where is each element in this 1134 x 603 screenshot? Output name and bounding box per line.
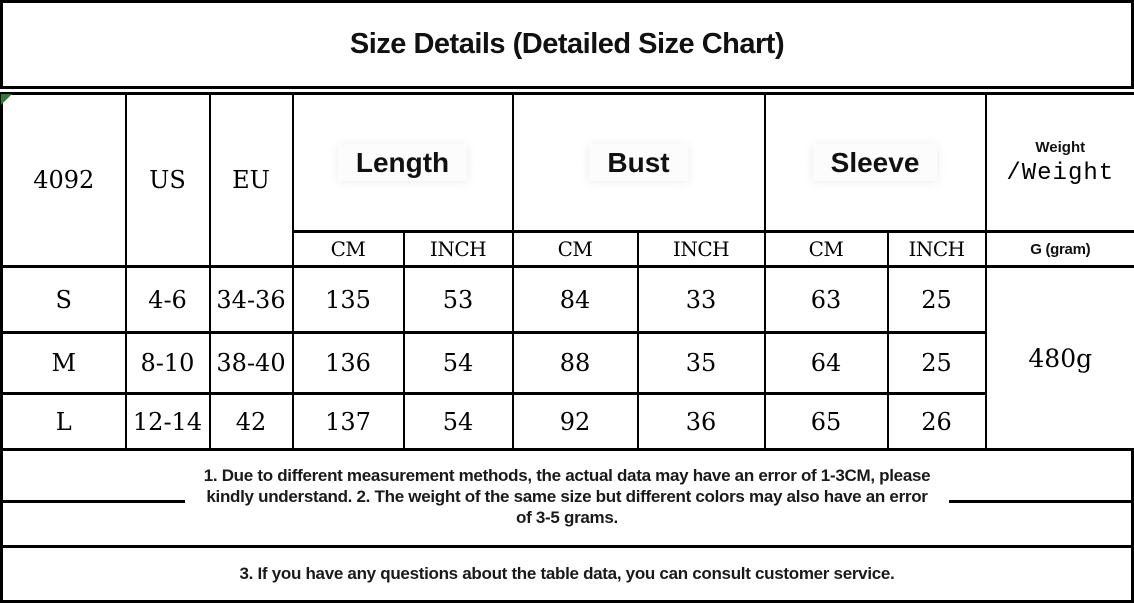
bust-inch-cell: 33: [638, 267, 765, 333]
size-row-m: [2, 333, 1134, 394]
page-title: Size Details (Detailed Size Chart): [349, 28, 785, 60]
sleeve-cm-cell: 64: [765, 333, 888, 394]
length-inch-cell: 54: [404, 333, 513, 394]
bust-cm-unit-cell: CM: [513, 232, 638, 267]
bust-cm-cell: 88: [513, 333, 638, 394]
size-table: [0, 92, 1134, 451]
length-inch-cell: 54: [404, 394, 513, 450]
weight-value-cell: 480g: [986, 267, 1134, 450]
us-value-cell: 8-10: [126, 333, 210, 394]
weight-label-primary: Weight: [1035, 138, 1086, 156]
header-row: [2, 94, 1134, 232]
bust-header-cell: [513, 94, 765, 232]
bust-inch-unit-cell: INCH: [638, 232, 765, 267]
sleeve-header-label: Sleeve: [813, 144, 938, 181]
us-value-cell: 12-14: [126, 394, 210, 450]
length-inch-unit-cell: INCH: [404, 232, 513, 267]
size-table-wrap: [0, 92, 1134, 451]
notes-block-1-2: [0, 448, 1134, 548]
eu-value-cell: 42: [210, 394, 293, 450]
green-corner-marker-icon: [1, 94, 12, 105]
size-row-s: [2, 267, 1134, 333]
length-cm-unit-cell: CM: [293, 232, 404, 267]
length-cm-cell: 135: [293, 267, 404, 333]
note-line: kindly understand. 2. The weight of the same size but different colors may also have an error: [206, 487, 928, 506]
note-line: 1. Due to different measurement methods, the actual data may have an error of 1-3CM, please: [203, 466, 931, 485]
size-row-l: [2, 394, 1134, 450]
length-header-label: Length: [338, 144, 467, 181]
gram-unit-cell: G (gram): [986, 232, 1134, 267]
eu-value-cell: 34-36: [210, 267, 293, 333]
size-cell: M: [2, 333, 126, 394]
sleeve-header-cell: [765, 94, 986, 232]
bust-inch-cell: 36: [638, 394, 765, 450]
sleeve-inch-cell: 25: [888, 267, 986, 333]
sleeve-inch-cell: 26: [888, 394, 986, 450]
note-text-3: 3. If you have any questions about the table data, you can consult customer service.: [239, 564, 895, 583]
bust-cm-cell: 92: [513, 394, 638, 450]
us-header-cell: US: [126, 94, 210, 267]
notes-block-3: [0, 545, 1134, 603]
title-box: [0, 0, 1134, 89]
length-header-cell: [293, 94, 513, 232]
sleeve-cm-cell: 65: [765, 394, 888, 450]
bust-cm-cell: 84: [513, 267, 638, 333]
sleeve-inch-unit-cell: INCH: [888, 232, 986, 267]
note-line: of 3-5 grams.: [516, 508, 618, 527]
size-cell: L: [2, 394, 126, 450]
length-cm-cell: 136: [293, 333, 404, 394]
sleeve-inch-cell: 25: [888, 333, 986, 394]
sleeve-cm-unit-cell: CM: [765, 232, 888, 267]
length-inch-cell: 53: [404, 267, 513, 333]
length-cm-cell: 137: [293, 394, 404, 450]
weight-header-cell: [986, 94, 1134, 232]
note-text-1-2: [185, 451, 949, 528]
bust-header-label: Bust: [589, 144, 687, 181]
weight-label-secondary: /Weight: [1006, 159, 1115, 187]
product-code-cell: 4092: [2, 94, 126, 267]
eu-header-cell: EU: [210, 94, 293, 267]
bust-inch-cell: 35: [638, 333, 765, 394]
size-cell: S: [2, 267, 126, 333]
us-value-cell: 4-6: [126, 267, 210, 333]
eu-value-cell: 38-40: [210, 333, 293, 394]
sleeve-cm-cell: 63: [765, 267, 888, 333]
